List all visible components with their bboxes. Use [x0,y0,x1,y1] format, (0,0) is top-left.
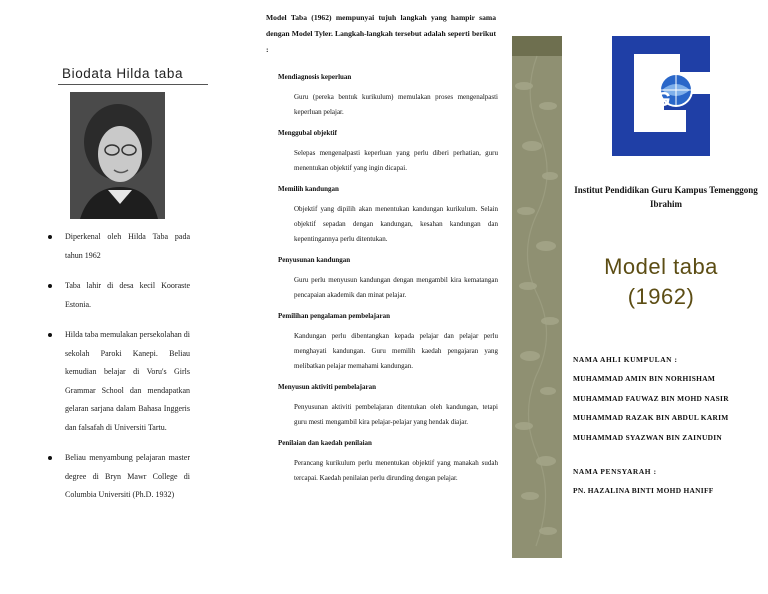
step-description: Perancang kurikulum perlu menentukan objektif yang manakah sudah tercapai. Kaedah penilaian perlu dirunding dengan pelajar. [294,459,498,482]
logo-text: iPG [636,89,671,111]
member-name: MUHAMMAD SYAZWAN BIN ZAINUDIN [573,432,723,442]
step-title: Menggubal objektif [278,129,337,137]
list-item: Taba lahir di desa kecil Kooraste Estonia. [48,277,190,314]
bio-title: Biodata Hilda taba [62,66,184,81]
middle-panel [258,0,503,594]
members-section [573,350,768,447]
list-item: Beliau menyambung pelajaran master degree di Bryn Mawr College di Columbia Universiti (Ph.D. 1932) [48,449,190,505]
logo-icon [602,32,720,160]
step-description: Objektif yang dipilih akan menentukan kandungan kurikulum. Selain objektif sepadan dengan kandungan, kesahan kandungan dan kepentingannya perlu ditentukan. [294,205,498,243]
step-item [278,126,498,176]
step-description: Kandungan perlu dibentangkan kepada pelajar dan pelajar perlu menghayati kandungan. Guru memilih kaedah pengajaran yang melibatkan pelajar memahami kandungan. [294,332,498,370]
member-name: MUHAMMAD RAZAK BIN ABDUL KARIM [573,413,729,422]
portrait-photo [70,92,165,219]
step-title: Pemilihan pengalaman pembelajaran [278,312,391,320]
bio-list [48,228,190,517]
lecturer-label: NAMA PENSYARAH : [573,467,657,476]
lecturer-section [573,462,768,501]
ipg-logo [602,32,720,160]
members-label: NAMA AHLI KUMPULAN : [573,355,678,364]
left-panel [0,0,250,594]
step-title: Mendiagnosis keperluan [278,73,352,81]
step-title: Penyusunan kandungan [278,256,351,264]
list-item: Hilda taba memulakan persekolahan di sekolah Paroki Kanepi. Beliau kemudian belajar di Voru's Girls Grammar School dan mendapatkan gelaran sarjana dalam Bahasa Inggeris dan falsafah di Universiti Tartu. [48,326,190,437]
title-line: Model taba [604,254,718,279]
step-description: Selepas mengenalpasti keperluan yang perlu diberi perhatian, guru menentukan objektif yang ingin dicapai. [294,149,498,172]
right-panel [566,0,768,594]
decorative-strip [512,36,562,558]
portrait-image [70,92,165,219]
lecturer-name: PN. HAZALINA BINTI MOHD HANIFF [573,486,714,495]
step-title: Penilaian dan kaedah penilaian [278,439,372,447]
step-item [278,436,498,486]
page-title [566,252,756,312]
step-title: Menyusun aktiviti pembelajaran [278,383,377,391]
institution-name: Institut Pendidikan Guru Kampus Temenggong Ibrahim [574,185,758,209]
step-description: Penyusunan aktiviti pembelajaran ditentukan oleh kandungan, tetapi guru mesti mengambil kira pelajar-pelajar yang hendak diajar. [294,403,498,426]
step-item [278,182,498,247]
step-item [278,253,498,303]
step-item [278,380,498,430]
divider [58,84,208,85]
member-name: MUHAMMAD AMIN BIN NORHISHAM [573,374,716,383]
list-item: Diperkenal oleh Hilda Taba pada tahun 1962 [48,228,190,265]
floral-pattern [512,36,562,558]
step-item [278,309,498,374]
step-description: Guru (pereka bentuk kurikulum) memulakan proses mengenalpasti keperluan pelajar. [294,93,498,116]
intro-paragraph: Model Taba (1962) mempunyai tujuh langkah yang hampir sama dengan Model Tyler. Langkah-langkah tersebut adalah seperti berikut : [266,13,496,54]
step-title: Memilih kandungan [278,185,339,193]
step-item [278,70,498,120]
steps-list [278,70,498,492]
step-description: Guru perlu menyusun kandungan dengan mengambil kira kematangan pencapaian akademik dan minat pelajar. [294,276,498,299]
member-name: MUHAMMAD FAUWAZ BIN MOHD NASIR [573,393,729,403]
title-year: (1962) [627,284,695,309]
